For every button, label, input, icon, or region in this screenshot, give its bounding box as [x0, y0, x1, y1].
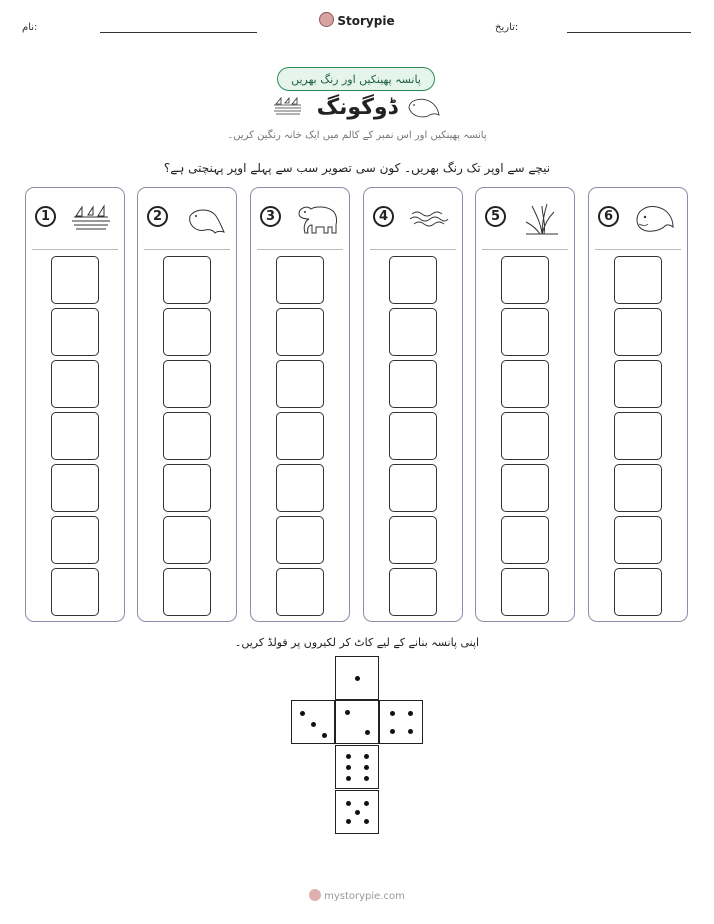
dice-pip [408, 711, 413, 716]
column-number: 6 [598, 206, 619, 227]
dice-pip [322, 733, 327, 738]
storypie-footer-icon [309, 889, 321, 901]
column-5 [475, 187, 575, 622]
color-box[interactable] [163, 360, 211, 408]
color-box[interactable] [276, 256, 324, 304]
color-box[interactable] [51, 360, 99, 408]
color-box[interactable] [51, 308, 99, 356]
color-box[interactable] [389, 568, 437, 616]
color-box[interactable] [389, 412, 437, 460]
dice-pip [364, 754, 369, 759]
color-box[interactable] [501, 464, 549, 512]
color-box[interactable] [276, 308, 324, 356]
fold-instruction: اپنی پانسہ بنانے کے لیے کاٹ کر لکیروں پر فولڈ کریں۔ [234, 636, 480, 649]
seagrass-icon [518, 202, 566, 236]
dice-pip [355, 676, 360, 681]
column-divider [32, 249, 118, 250]
color-box[interactable] [389, 360, 437, 408]
color-box[interactable] [51, 568, 99, 616]
brand-logo [0, 12, 714, 28]
color-box[interactable] [51, 412, 99, 460]
color-box[interactable] [614, 568, 662, 616]
column-4 [363, 187, 463, 622]
dice-pip [390, 729, 395, 734]
page-title: ڈوگونگ [316, 95, 398, 120]
dice-pip [390, 711, 395, 716]
footer [0, 889, 714, 902]
dugong-title-icon [405, 94, 443, 120]
dice-pip [311, 722, 316, 727]
color-box[interactable] [51, 464, 99, 512]
dice-face-1 [335, 656, 379, 700]
color-box[interactable] [389, 464, 437, 512]
column-number: 4 [373, 206, 394, 227]
dice-pip [300, 711, 305, 716]
dice-pip [408, 729, 413, 734]
color-box[interactable] [501, 516, 549, 564]
column-divider [595, 249, 681, 250]
column-1 [25, 187, 125, 622]
color-box[interactable] [501, 412, 549, 460]
boats-icon [68, 202, 116, 236]
dugong-face-icon [631, 202, 679, 236]
date-label: تاریخ: [495, 22, 519, 33]
column-number: 3 [260, 206, 281, 227]
color-box[interactable] [276, 360, 324, 408]
question-text: نیچے سے اوپر تک رنگ بھریں۔ کون سی تصویر سب سے پہلے اوپر پہنچتی ہے؟ [163, 161, 551, 175]
dice-pip [346, 819, 351, 824]
storypie-logo-icon [319, 12, 334, 27]
dugong-icon [180, 202, 228, 236]
column-3 [250, 187, 350, 622]
color-box[interactable] [276, 516, 324, 564]
dice-pip [364, 819, 369, 824]
color-box[interactable] [501, 308, 549, 356]
dice-pip [364, 765, 369, 770]
color-box[interactable] [614, 516, 662, 564]
color-box[interactable] [614, 256, 662, 304]
color-box[interactable] [163, 256, 211, 304]
activity-pill: پانسہ پھینکیں اور رنگ بھریں [277, 67, 435, 91]
dice-pip [346, 765, 351, 770]
color-box[interactable] [163, 464, 211, 512]
water-icon [406, 202, 454, 236]
dice-pip [345, 710, 350, 715]
color-box[interactable] [276, 464, 324, 512]
color-box[interactable] [614, 464, 662, 512]
color-box[interactable] [276, 568, 324, 616]
color-box[interactable] [614, 308, 662, 356]
name-line [100, 32, 257, 33]
color-box[interactable] [614, 412, 662, 460]
footer-site: mystorypie.com [324, 891, 405, 902]
dice-pip [355, 810, 360, 815]
elephant-icon [293, 202, 341, 236]
name-label: نام: [22, 22, 38, 33]
instruction-text: پانسہ پھینکیں اور اس نمبر کے کالم میں ایک خانہ رنگین کریں۔ [227, 130, 487, 141]
color-box[interactable] [389, 256, 437, 304]
column-2 [137, 187, 237, 622]
color-box[interactable] [389, 516, 437, 564]
column-divider [257, 249, 343, 250]
dice-face-4 [379, 700, 423, 744]
date-line [567, 32, 691, 33]
dice-face-2 [335, 700, 379, 744]
color-box[interactable] [163, 516, 211, 564]
color-box[interactable] [51, 256, 99, 304]
color-box[interactable] [501, 256, 549, 304]
dice-pip [364, 776, 369, 781]
dice-pip [346, 801, 351, 806]
column-number: 2 [147, 206, 168, 227]
color-box[interactable] [276, 412, 324, 460]
dice-pip [365, 730, 370, 735]
color-box[interactable] [163, 568, 211, 616]
column-divider [144, 249, 230, 250]
column-6 [588, 187, 688, 622]
color-box[interactable] [614, 360, 662, 408]
color-box[interactable] [163, 308, 211, 356]
brand-name: Storypie [337, 14, 395, 28]
dice-face-6 [335, 745, 379, 789]
column-number: 5 [485, 206, 506, 227]
dice-pip [346, 754, 351, 759]
color-box[interactable] [501, 568, 549, 616]
column-divider [482, 249, 568, 250]
dice-face-5 [335, 790, 379, 834]
color-box[interactable] [163, 412, 211, 460]
column-number: 1 [35, 206, 56, 227]
color-box[interactable] [501, 360, 549, 408]
dice-face-3 [291, 700, 335, 744]
color-box[interactable] [389, 308, 437, 356]
dice-pip [364, 801, 369, 806]
column-divider [370, 249, 456, 250]
dice-pip [346, 776, 351, 781]
color-box[interactable] [51, 516, 99, 564]
